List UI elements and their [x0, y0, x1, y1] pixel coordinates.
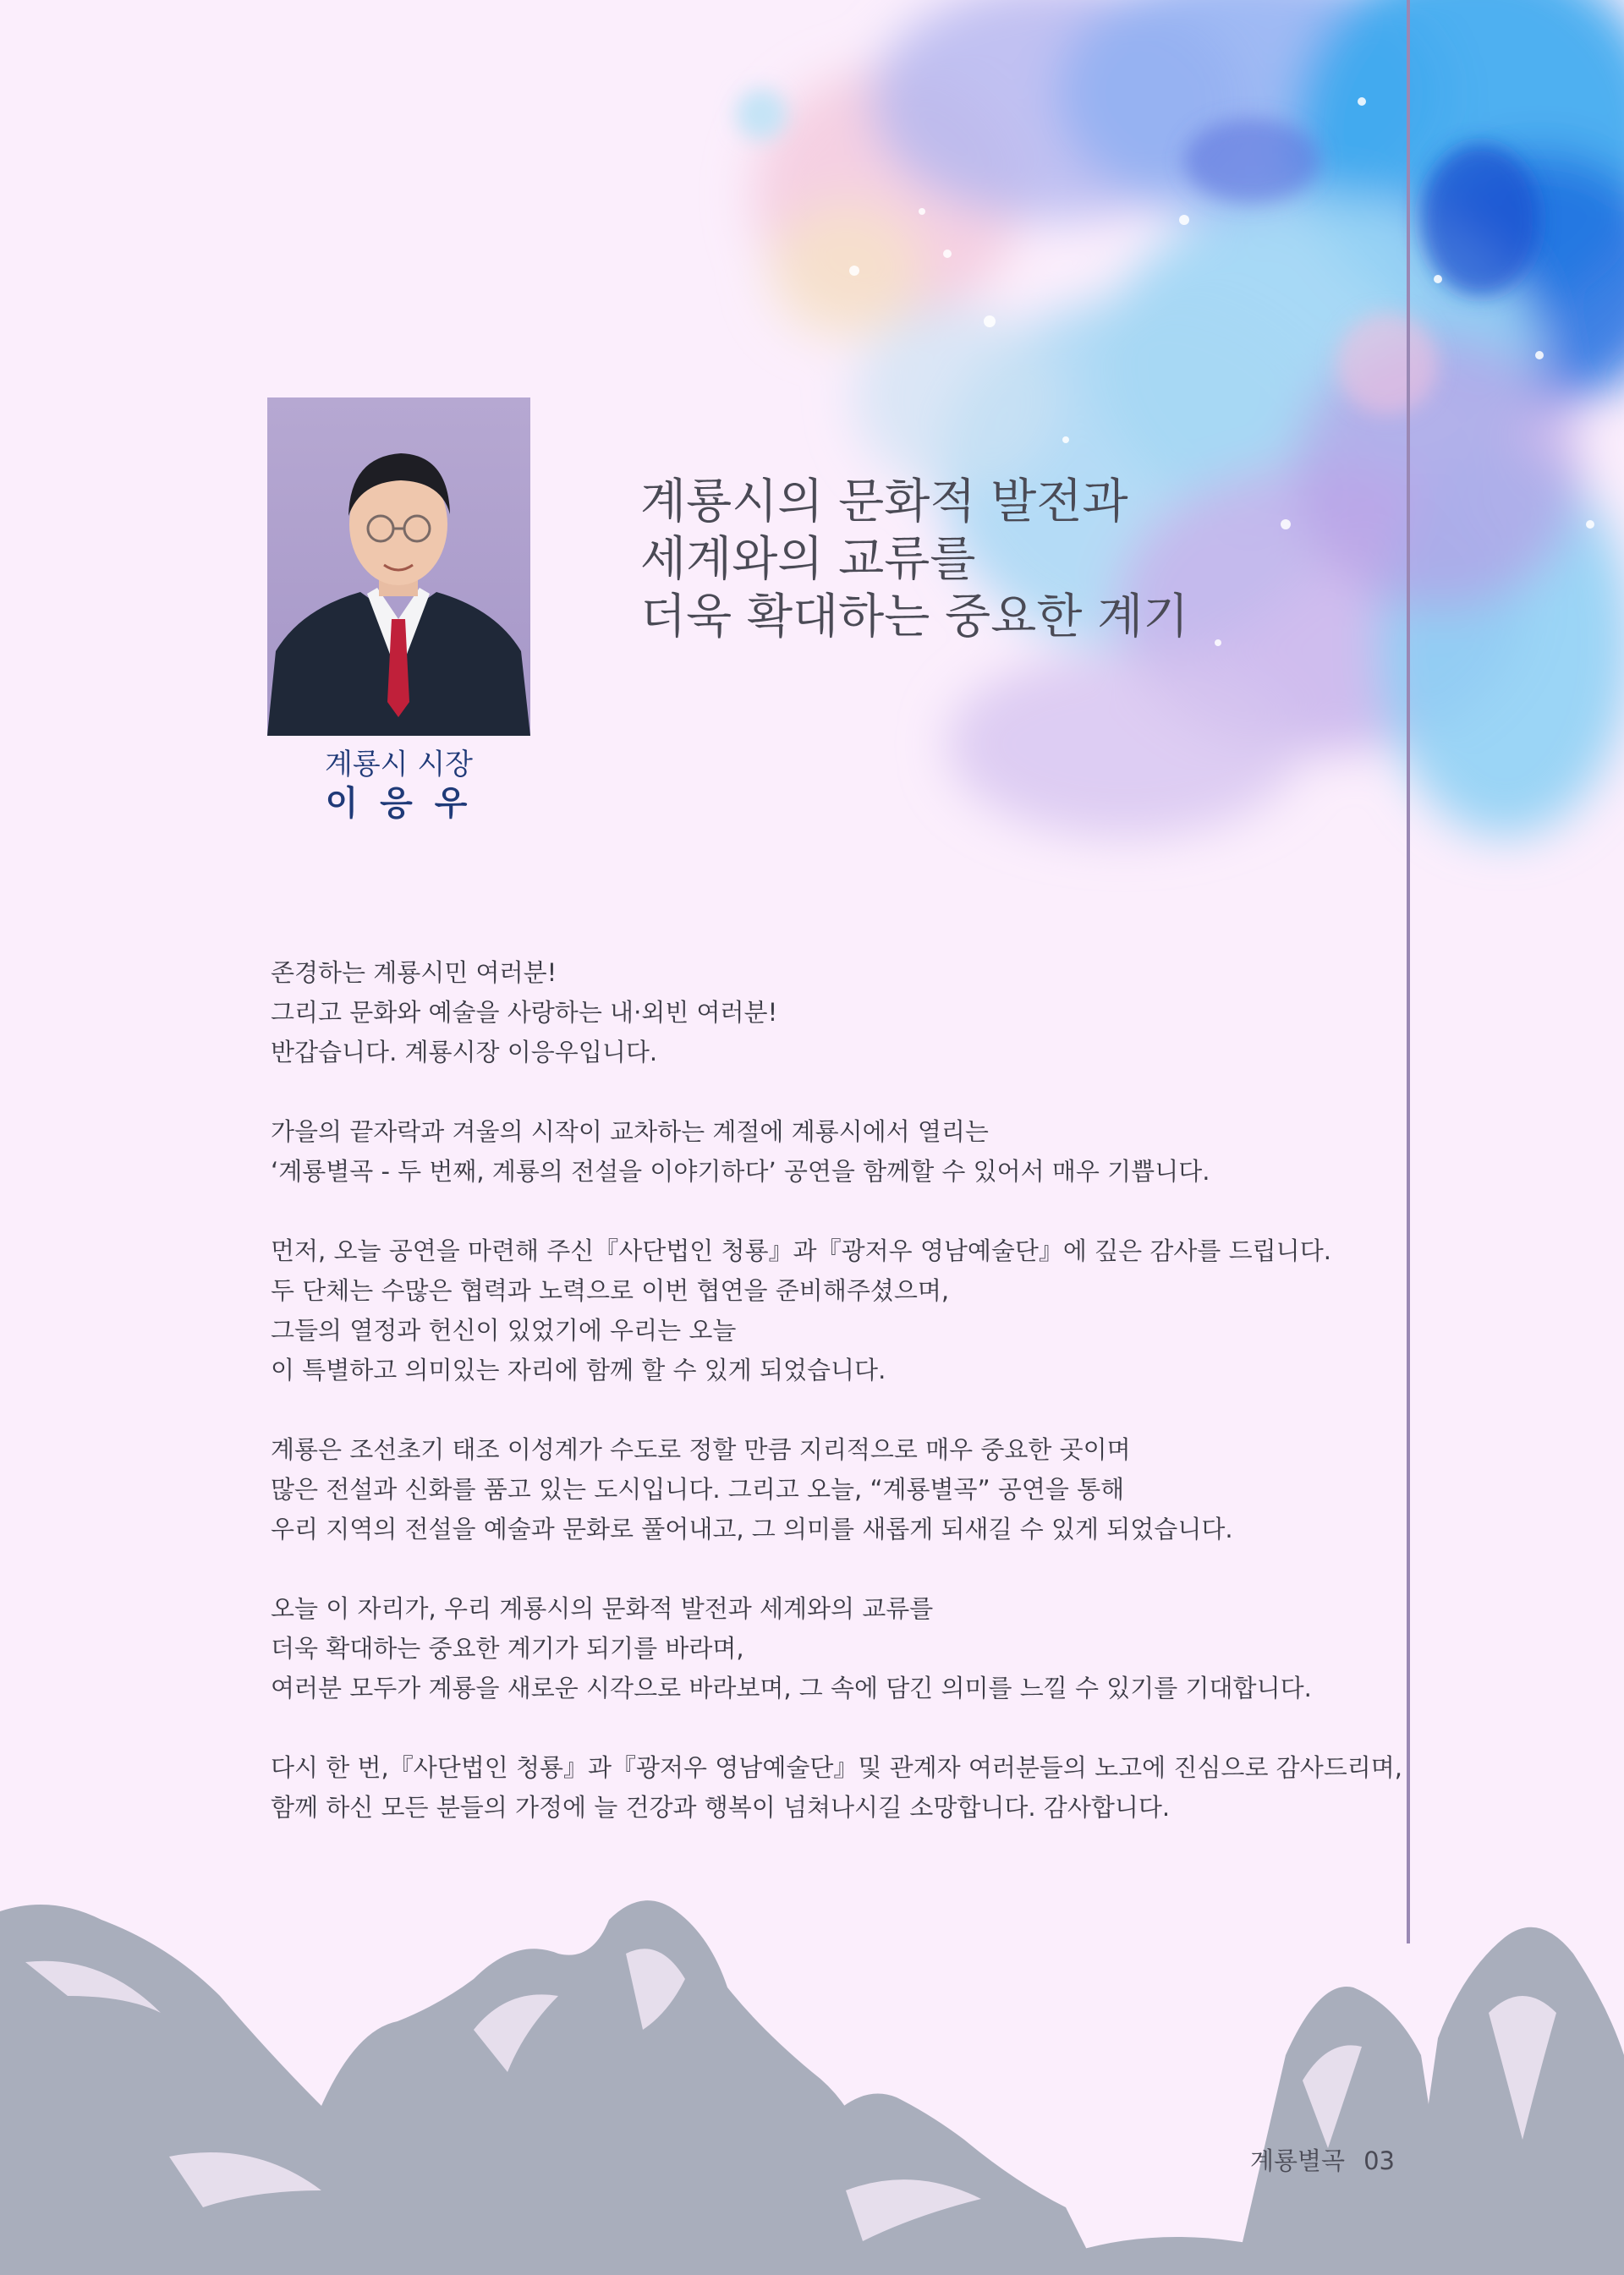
text-line: 계룡은 조선초기 태조 이성계가 수도로 정할 만큼 지리적으로 매우 중요한 곳이며 — [271, 1435, 1131, 1464]
headline-line: 더욱 확대하는 중요한 계기 — [640, 589, 1189, 644]
text-line: 그들의 열정과 헌신이 있었기에 우리는 오늘 — [271, 1316, 737, 1345]
text-line: ‘계룡별곡 - 두 번째, 계룡의 전설을 이야기하다’ 공연을 함께할 수 있어서 매우 기쁩니다. — [271, 1157, 1210, 1186]
mayor-title: 계룡시 시장 — [324, 748, 474, 781]
paragraph — [271, 1589, 1370, 1708]
mayor-name: 이 응 우 — [325, 784, 473, 823]
text-line: 여러분 모두가 계룡을 새로운 시각으로 바라보며, 그 속에 담긴 의미를 느낄 수 있기를 기대합니다. — [271, 1674, 1312, 1702]
text-line: 반갑습니다. 계룡시장 이응우입니다. — [271, 1038, 658, 1066]
paragraph — [271, 1231, 1370, 1390]
vertical-divider — [1407, 0, 1410, 1943]
headline — [640, 474, 1334, 646]
paragraph — [271, 1112, 1370, 1192]
text-line: 먼저, 오늘 공연을 마련해 주신『사단법인 청룡』과『광저우 영남예술단』에 깊은 감사를 드립니다. — [271, 1236, 1331, 1265]
paragraph — [271, 953, 1370, 1072]
text-line: 우리 지역의 전설을 예술과 문화로 풀어내고, 그 의미를 새롭게 되새길 수 있게 되었습니다. — [271, 1515, 1233, 1543]
text-line: 많은 전설과 신화를 품고 있는 도시입니다. 그리고 오늘, “계룡별곡” 공연을 통해 — [271, 1475, 1125, 1504]
paragraph — [271, 1748, 1402, 1828]
mayor-portrait — [267, 397, 530, 736]
text-line: 더욱 확대하는 중요한 계기가 되기를 바라며, — [271, 1634, 744, 1663]
portrait-caption — [267, 746, 530, 824]
footer-title: 계룡별곡 — [1250, 2146, 1346, 2175]
greeting-letter — [271, 953, 1402, 1867]
text-line: 존경하는 계룡시민 여러분! — [271, 958, 557, 987]
watercolor-background — [0, 0, 1624, 930]
text-line: 가을의 끝자락과 겨울의 시작이 교차하는 계절에 계룡시에서 열리는 — [271, 1117, 989, 1146]
text-line: 그리고 문화와 예술을 사랑하는 내·외빈 여러분! — [271, 998, 778, 1027]
text-line: 두 단체는 수많은 협력과 노력으로 이번 협연을 준비해주셨으며, — [271, 1276, 950, 1305]
text-line: 함께 하신 모든 분들의 가정에 늘 건강과 행복이 넘쳐나시길 소망합니다. 감사합니다. — [271, 1793, 1171, 1822]
text-line: 다시 한 번,『사단법인 청룡』과『광저우 영남예술단』및 관계자 여러분들의 노고에 진심으로 감사드리며, — [271, 1753, 1402, 1782]
text-line: 이 특별하고 의미있는 자리에 함께 할 수 있게 되었습니다. — [271, 1356, 886, 1384]
mountain-illustration — [0, 1886, 1624, 2275]
headline-line: 계룡시의 문화적 발전과 — [640, 474, 1128, 529]
headline-line: 세계와의 교류를 — [640, 532, 976, 587]
paragraph — [271, 1430, 1370, 1549]
page-footer — [1250, 2142, 1395, 2177]
text-line: 오늘 이 자리가, 우리 계룡시의 문화적 발전과 세계와의 교류를 — [271, 1594, 934, 1623]
page-number: 03 — [1363, 2146, 1395, 2175]
